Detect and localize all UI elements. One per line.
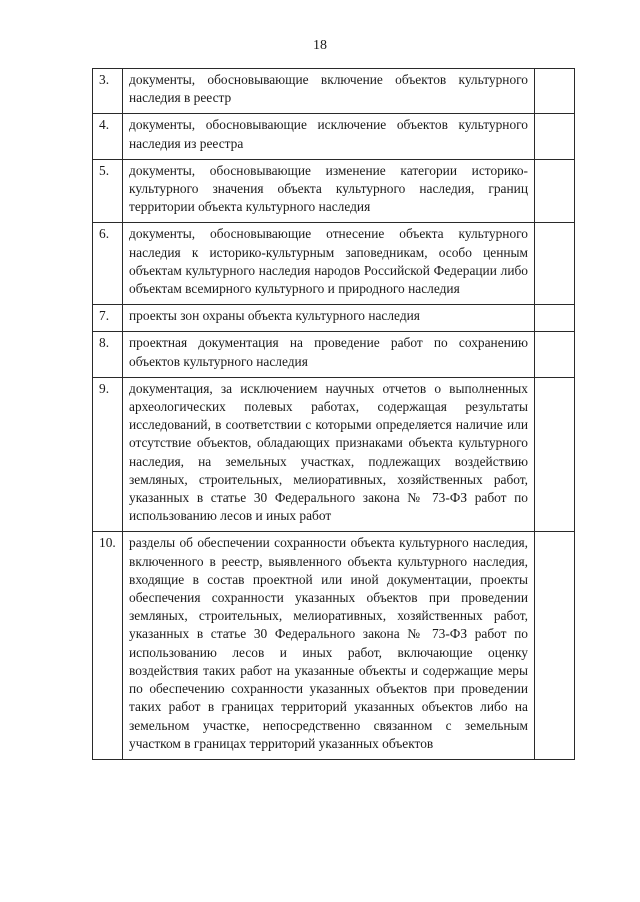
row-number: 4. [93,114,123,159]
empty-cell [535,159,575,223]
document-table [92,68,575,760]
table-row [93,69,575,114]
table-row [93,114,575,159]
row-text: документы, обосновывающие исключение объектов культурного наследия из реестра [123,114,535,159]
empty-cell [535,305,575,332]
table-row [93,532,575,759]
table-row [93,159,575,223]
row-text: документы, обосновывающие изменение категории историко-культурного значения объекта культурного наследия, границ территории объекта культурного наследия [123,159,535,223]
row-number: 8. [93,332,123,377]
row-number: 7. [93,305,123,332]
row-text: документы, обосновывающие включение объектов культурного наследия в реестр [123,69,535,114]
table-row [93,332,575,377]
empty-cell [535,223,575,305]
row-number: 9. [93,377,123,532]
page-number: 18 [313,38,327,53]
row-text: проектная документация на проведение работ по сохранению объектов культурного наследия [123,332,535,377]
row-number: 3. [93,69,123,114]
row-text: документы, обосновывающие отнесение объекта культурного наследия к историко-культурным заповедникам, особо ценным объектам культурного наследия народов Российской Федерации либо объектам всемирного культурного и природного наследия [123,223,535,305]
empty-cell [535,69,575,114]
empty-cell [535,532,575,759]
table-row [93,223,575,305]
empty-cell [535,332,575,377]
row-text: разделы об обеспечении сохранности объекта культурного наследия, включенного в реестр, выявленного объекта культурного наследия, входящие в состав проектной или иной документации, проекты обеспечения сохранности указанных объектов при проведении земляных, строительных, мелиоративных, хозяйственных работ, указанных в статье 30 Федерального закона № 73-ФЗ работ по использованию лесов и иных работ, включающие оценку воздействия таких работ на указанные объекты и содержащие меры по обеспечению сохранности указанных объектов при проведении таких работ в границах территорий указанных объектов либо на земельном участке, непосредственно связанном с земельным участком в границах территорий указанных объектов [123,532,535,759]
table-row [93,305,575,332]
row-text: проекты зон охраны объекта культурного наследия [123,305,535,332]
empty-cell [535,377,575,532]
row-number: 6. [93,223,123,305]
row-number: 5. [93,159,123,223]
row-text: документация, за исключением научных отчетов о выполненных археологических полевых работах, содержащая результаты исследований, в соответствии с которыми определяется наличие или отсутствие объектов, обладающих признаками объекта культурного наследия, на земельных участках, подлежащих воздействию земляных, строительных, мелиоративных, хозяйственных работ, указанных в статье 30 Федерального закона № 73-ФЗ работ по использованию лесов и иных работ [123,377,535,532]
empty-cell [535,114,575,159]
row-number: 10. [93,532,123,759]
table-row [93,377,575,532]
